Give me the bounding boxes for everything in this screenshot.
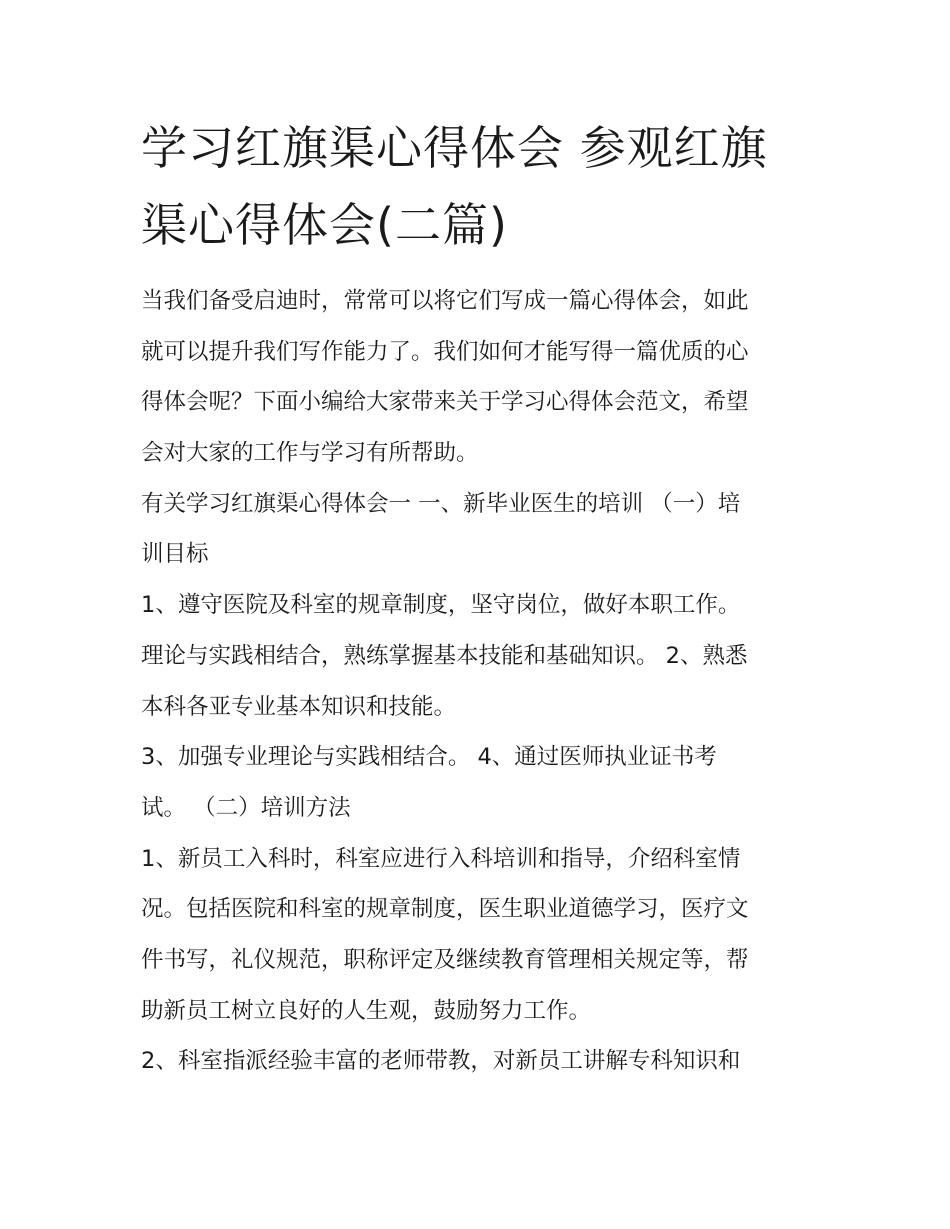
- body-line: 得体会呢？下面小编给大家带来关于学习心得体会范文，希望: [141, 389, 749, 416]
- body-line: 有关学习红旗渠心得体会一 一、新毕业医生的培训 （一）培: [141, 490, 741, 517]
- body-line: 就可以提升我们写作能力了。我们如何才能写得一篇优质的心: [141, 338, 749, 365]
- body-line: 会对大家的工作与学习有所帮助。: [141, 440, 479, 467]
- body-line: 1、新员工入科时，科室应进行入科培训和指导，介绍科室情: [141, 845, 741, 872]
- page-title: [141, 110, 821, 264]
- body-line: 本科各亚专业基本知识和技能。: [141, 693, 457, 720]
- body-line: 件书写，礼仪规范，职称评定及继续教育管理相关规定等，帮: [141, 946, 749, 973]
- title-line: 学习红旗渠心得体会 参观红旗: [141, 121, 768, 175]
- document-body: [141, 276, 821, 1087]
- body-line: 助新员工树立良好的人生观，鼓励努力工作。: [141, 997, 592, 1024]
- body-line: 训目标: [141, 541, 209, 568]
- body-line: 3、加强专业理论与实践相结合。 4、通过医师执业证书考: [141, 744, 717, 771]
- body-line: 当我们备受启迪时，常常可以将它们写成一篇心得体会，如此: [141, 288, 749, 314]
- body-line: 试。 （二）培训方法: [141, 794, 351, 821]
- body-line: 2、科室指派经验丰富的老师带教，对新员工讲解专科知识和: [141, 1048, 741, 1075]
- body-line: 理论与实践相结合，熟练掌握基本技能和基础知识。 2、熟悉: [141, 642, 748, 669]
- title-line: 渠心得体会(二篇): [141, 198, 508, 252]
- body-line: 1、遵守医院及科室的规章制度，坚守岗位，做好本职工作。: [141, 592, 741, 619]
- body-line: 况。包括医院和科室的规章制度，医生职业道德学习，医疗文: [141, 896, 749, 923]
